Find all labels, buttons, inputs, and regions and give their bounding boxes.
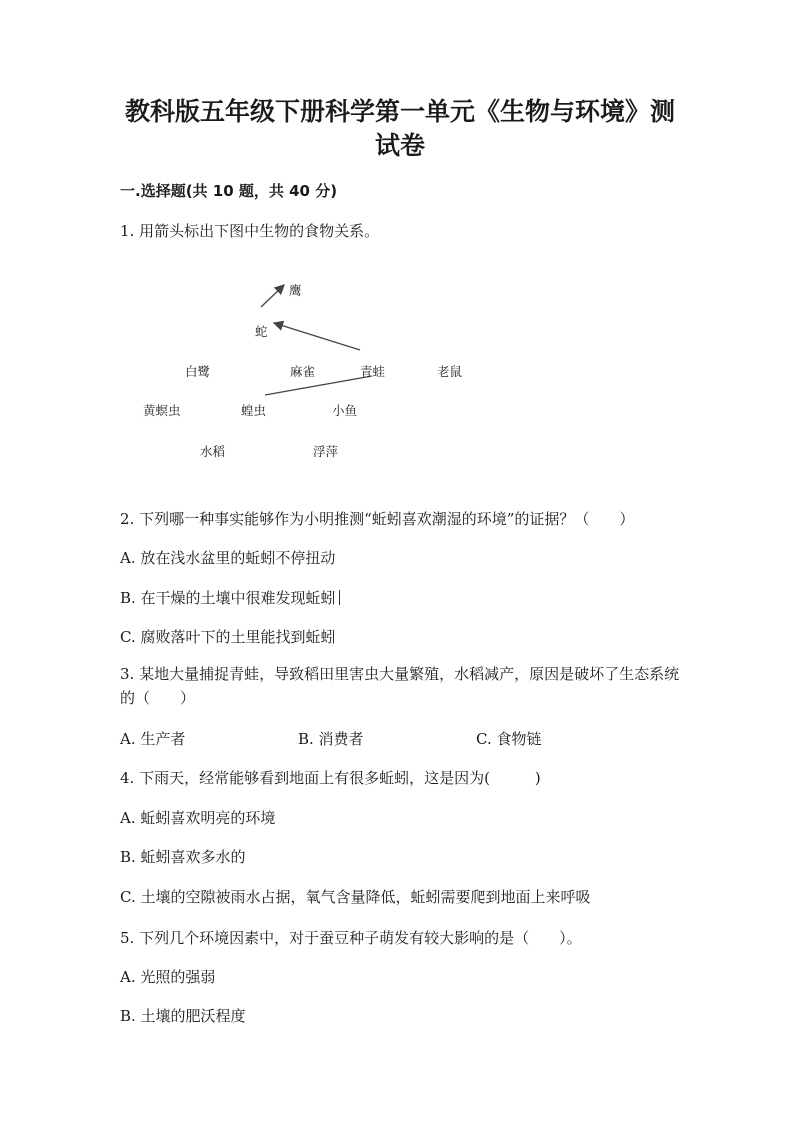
organism-frog: 青蛙: [360, 364, 386, 379]
text-cursor: [339, 590, 340, 605]
q2-option-b-text: B. 在干燥的土壤中很难发现蚯蚓: [120, 589, 336, 607]
organism-mouse: 老鼠: [437, 364, 463, 379]
organism-rice: 水稻: [200, 444, 226, 459]
question-1-stem: 1. 用箭头标出下图中生物的食物关系。: [120, 222, 380, 240]
q4-option-c[interactable]: C. 土壤的空隙被雨水占据，氧气含量降低，蚯蚓需要爬到地面上来呼吸: [120, 888, 591, 906]
food-web-diagram[interactable]: [130, 270, 490, 470]
organism-locust: 蝗虫: [241, 403, 267, 418]
organism-eagle: 鹰: [289, 283, 302, 298]
q2-option-a[interactable]: A. 放在浅水盆里的蚯蚓不停扭动: [120, 549, 336, 567]
title-line-2: 试卷: [374, 131, 425, 160]
title-line-1: 教科版五年级下册科学第一单元《生物与环境》测: [124, 97, 675, 126]
question-3-stem: 3. 某地大量捕捉青蛙，导致稻田里害虫大量繁殖，水稻减产，原因是破坏了生态系统的（ ）: [120, 665, 680, 707]
arrow-frog-to-snake: [274, 323, 360, 350]
q2-option-b[interactable]: [120, 587, 340, 608]
page-title: [90, 95, 710, 163]
q3-option-b[interactable]: B. 消费者: [298, 730, 364, 748]
q3-option-c[interactable]: C. 食物链: [476, 730, 542, 748]
section-heading: 一.选择题(共 10 题，共 40 分): [120, 182, 338, 200]
question-4-stem: 4. 下雨天，经常能够看到地面上有很多蚯蚓，这是因为( ): [120, 769, 541, 787]
organism-fish: 小鱼: [332, 403, 358, 418]
q5-option-a[interactable]: A. 光照的强弱: [120, 968, 216, 986]
q3-option-a[interactable]: A. 生产者: [120, 730, 186, 748]
question-5-stem: 5. 下列几个环境因素中，对于蚕豆种子萌发有较大影响的是（ ）。: [120, 929, 582, 947]
question-2-stem: 2. 下列哪一种事实能够作为小明推测“蚯蚓喜欢潮湿的环境”的证据？（ ）: [120, 510, 635, 528]
q3-options: [120, 728, 541, 749]
q5-option-b[interactable]: B. 土壤的肥沃程度: [120, 1007, 246, 1025]
q4-option-b[interactable]: B. 蚯蚓喜欢多水的: [120, 848, 246, 866]
organism-duckweed: 浮萍: [313, 444, 339, 459]
organism-mantis: 黄螟虫: [143, 403, 181, 418]
organism-sparrow: 麻雀: [290, 364, 316, 379]
line-locust-to-frog: [265, 376, 372, 395]
organism-snake: 蛇: [255, 324, 268, 339]
arrow-snake-to-eagle: [261, 285, 284, 307]
q4-option-a[interactable]: A. 蚯蚓喜欢明亮的环境: [120, 809, 276, 827]
q2-option-c[interactable]: C. 腐败落叶下的土里能找到蚯蚓: [120, 628, 336, 646]
organism-egret: 白鹭: [185, 364, 211, 379]
